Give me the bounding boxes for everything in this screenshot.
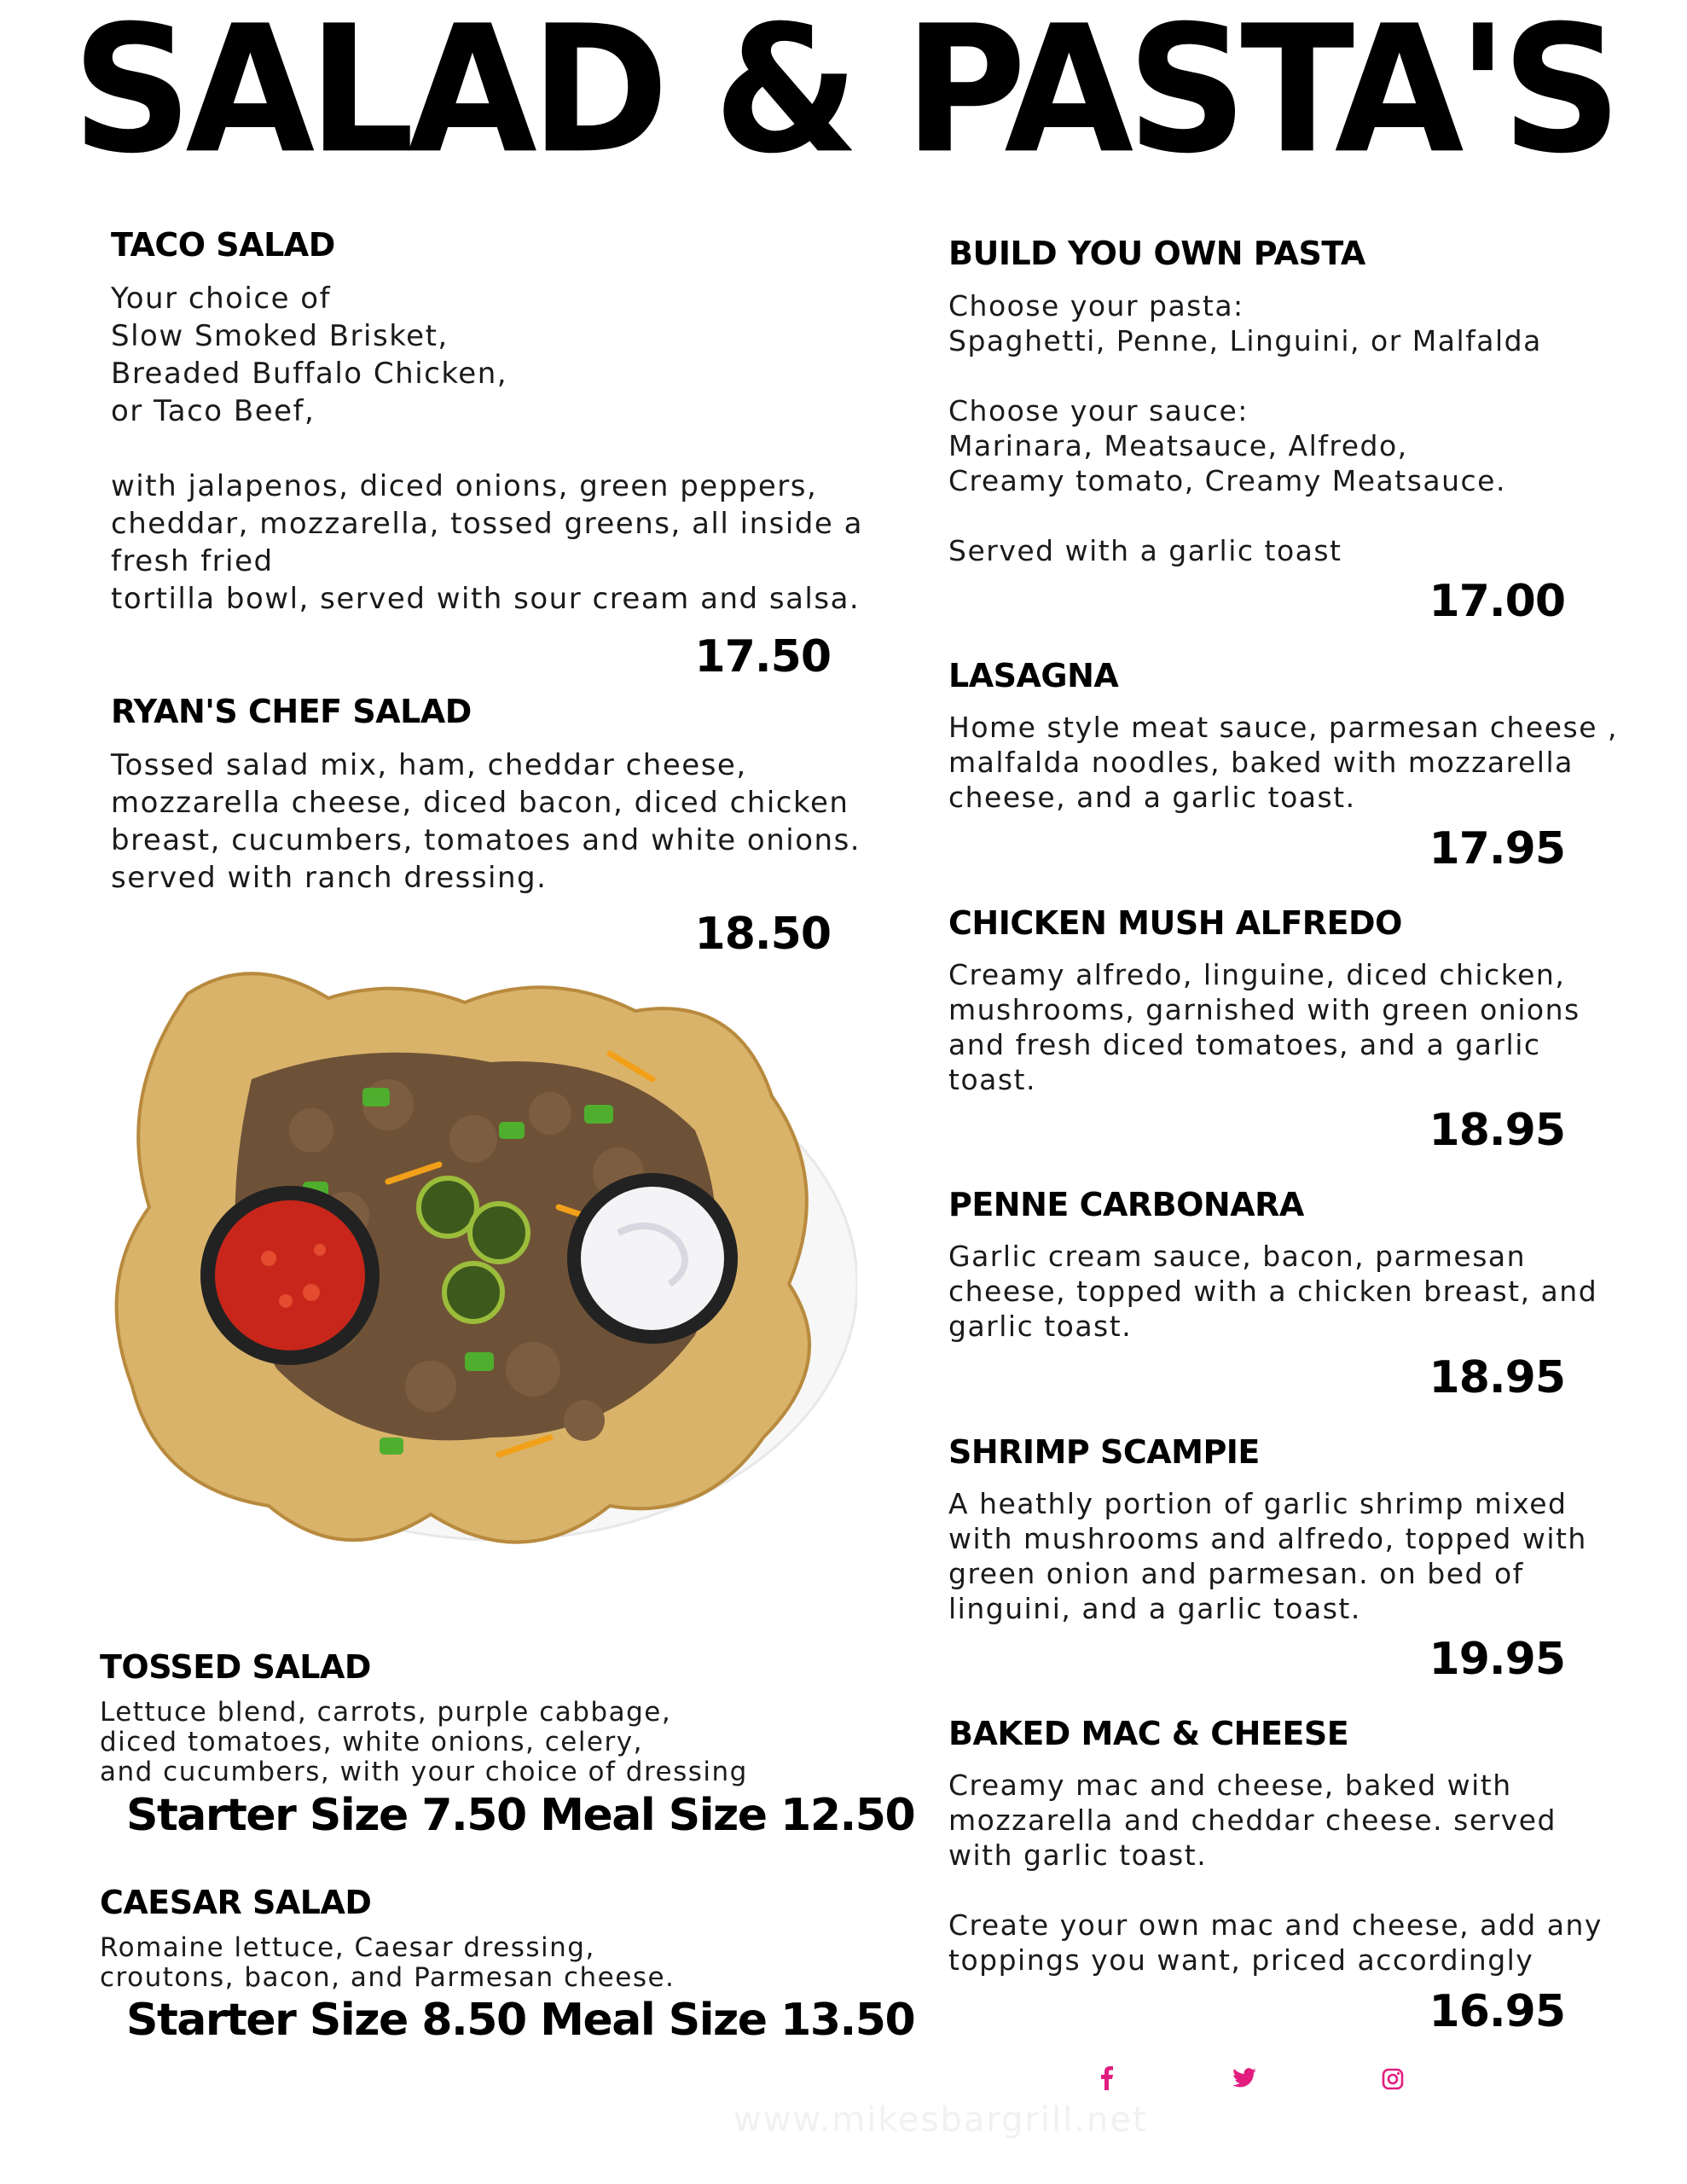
tossed-salad-name: TOSSED SALAD <box>100 1648 371 1686</box>
chicken-mush-alfredo-price: 18.95 <box>1429 1105 1565 1156</box>
chicken-mush-alfredo-name: CHICKEN MUSH ALFREDO <box>948 904 1402 942</box>
caesar-salad-sizes: Starter Size 8.50 Meal Size 13.50 <box>126 1995 915 2046</box>
footer-url[interactable]: www.mikesbargrill.net <box>733 2100 1148 2140</box>
shrimp-scampie-price: 19.95 <box>1429 1634 1565 1685</box>
instagram-icon[interactable] <box>1382 2068 1404 2090</box>
taco-salad-price: 17.50 <box>694 631 831 682</box>
baked-mac-description: Creamy mac and cheese, baked with mozzarella and cheddar cheese. served with garlic toast. Create your own mac and cheese, add any toppings you want, priced accordingly <box>948 1769 1603 1977</box>
penne-carbonara-name: PENNE CARBONARA <box>948 1186 1304 1223</box>
twitter-icon[interactable] <box>1232 2068 1256 2088</box>
shrimp-scampie-name: SHRIMP SCAMPIE <box>948 1433 1260 1471</box>
lasagna-name: LASAGNA <box>948 657 1119 694</box>
lasagna-price: 17.95 <box>1429 823 1565 874</box>
tossed-salad-description: Lettuce blend, carrots, purple cabbage, diced tomatoes, white onions, celery, and cucumbers, with your choice of dressing <box>100 1697 748 1787</box>
chef-salad-description: Tossed salad mix, ham, cheddar cheese, mozzarella cheese, diced bacon, diced chicken breast, cucumbers, tomatoes and white onions. served with ranch dressing. <box>111 748 861 895</box>
build-pasta-description: Choose your pasta: Spaghetti, Penne, Linguini, or Malfalda Choose your sauce: Marinara, Meatsauce, Alfredo, Creamy tomato, Creamy Meatsauce. Served with a garlic toast <box>948 289 1542 567</box>
taco-salad-photo <box>107 960 857 1574</box>
build-pasta-name: BUILD YOU OWN PASTA <box>948 235 1365 272</box>
chef-salad-name: RYAN'S CHEF SALAD <box>111 693 472 730</box>
taco-salad-name: TACO SALAD <box>111 226 335 264</box>
baked-mac-name: BAKED MAC & CHEESE <box>948 1715 1349 1752</box>
chicken-mush-alfredo-description: Creamy alfredo, linguine, diced chicken, mushrooms, garnished with green onions and fresh diced tomatoes, and a garlic toast. <box>948 958 1580 1096</box>
baked-mac-price: 16.95 <box>1429 1986 1565 2037</box>
chef-salad-price: 18.50 <box>694 909 831 960</box>
caesar-salad-description: Romaine lettuce, Caesar dressing, croutons, bacon, and Parmesan cheese. <box>100 1932 675 1993</box>
lasagna-description: Home style meat sauce, parmesan cheese , malfalda noodles, baked with mozzarella cheese, and a garlic toast. <box>948 711 1618 814</box>
penne-carbonara-description: Garlic cream sauce, bacon, parmesan cheese, topped with a chicken breast, and garlic toast. <box>948 1240 1598 1343</box>
facebook-icon[interactable] <box>1098 2065 1115 2090</box>
tossed-salad-sizes: Starter Size 7.50 Meal Size 12.50 <box>126 1790 915 1841</box>
shrimp-scampie-description: A heathly portion of garlic shrimp mixed with mushrooms and alfredo, topped with green onion and parmesan. on bed of linguini, and a garlic toast. <box>948 1487 1587 1625</box>
penne-carbonara-price: 18.95 <box>1429 1352 1565 1403</box>
build-pasta-price: 17.00 <box>1429 576 1565 627</box>
taco-salad-description: Your choice of Slow Smoked Brisket, Breaded Buffalo Chicken, or Taco Beef, with jalapenos, diced onions, green peppers, cheddar, mozzarella, tossed greens, all inside a fresh fried tortilla bowl, served with sour cream and salsa. <box>111 282 863 616</box>
page-title: SALAD & PASTA'S <box>72 0 1615 193</box>
caesar-salad-name: CAESAR SALAD <box>100 1884 372 1921</box>
